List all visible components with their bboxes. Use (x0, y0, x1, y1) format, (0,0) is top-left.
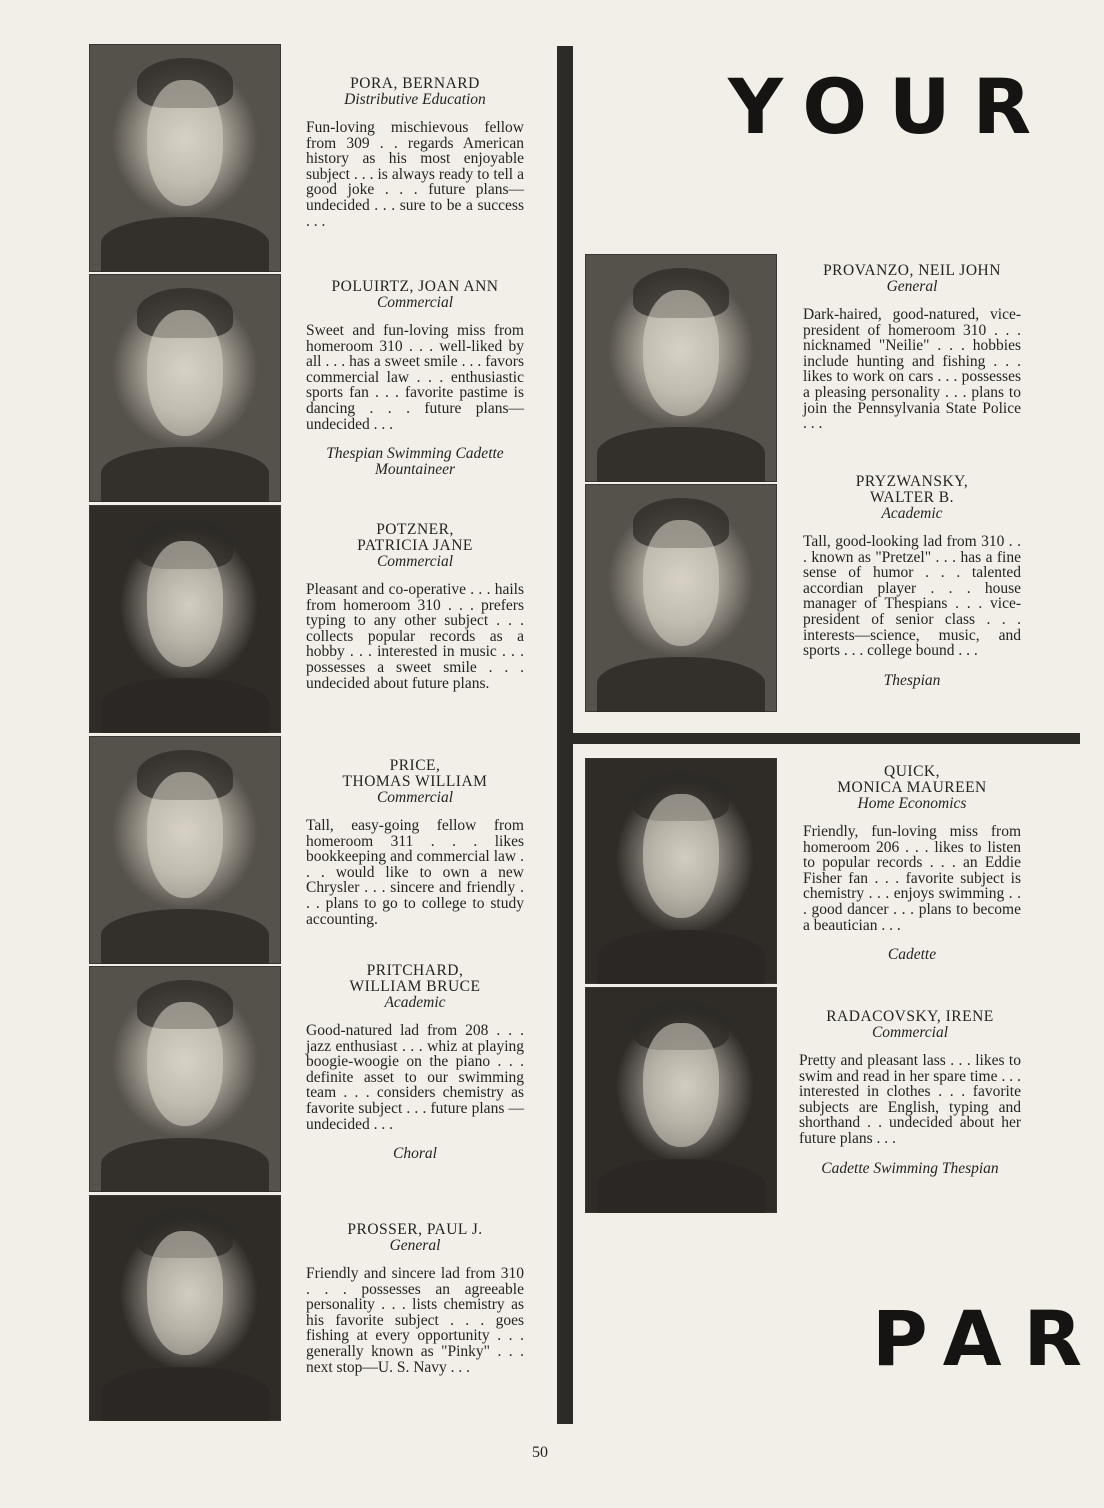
student-department: Commercial (871, 1024, 949, 1041)
student-department: Commercial (376, 294, 454, 311)
student-bio: Sweet and fun-loving miss from homeroom 310 . . . well-liked by all . . . has a sweet smile . . . favors commercial law . . . enthusiastic sports fan . . . favorite pastime is dancing . . . future plans—undecided . . . (306, 322, 524, 433)
student-bio: Friendly, fun-loving miss from homeroom 206 . . . likes to listen to popular records . . . an Eddie Fisher fan . . . favorite subject is chemistry . . . enjoys swimming . . . good dancer . . . plans to become a beautician . . . (803, 823, 1021, 934)
student-name: PRICE, THOMAS WILLIAM (342, 757, 488, 790)
student-bio: Pretty and pleasant lass . . . likes to swim and read in her spare time . . . interested in clothes . . . favorite subjects are English, typing and shorthand . . undecided about her future plans . . . (799, 1052, 1021, 1147)
student-name: PROVANZO, NEIL JOHN (823, 262, 1001, 279)
page-number: 50 (532, 1444, 548, 1461)
headline-your: YOUR (728, 62, 1054, 151)
entry-radacovsky-irene (799, 1009, 1021, 1177)
student-activities: Choral (393, 1145, 437, 1163)
student-department: Academic (881, 505, 943, 522)
portrait-radacovsky-irene (585, 987, 777, 1213)
student-name: QUICK, MONICA MAUREEN (837, 763, 987, 796)
student-name: PRITCHARD, WILLIAM BRUCE (349, 962, 481, 995)
student-bio: Tall, good-looking lad from 310 . . . known as "Pretzel" . . . has a fine sense of humor . . . talented accordian player . . . house manager of Thespians . . . vice-president of senior class . . . interests—science, music, and sports . . . college bound . . . (803, 533, 1021, 660)
student-bio: Good-natured lad from 208 . . . jazz enthusiast . . . whiz at playing boogie-woogie on the piano . . . definite asset to our swimming team . . . considers chemistry as favorite subject . . . future plans —undecided . . . (306, 1022, 524, 1133)
vertical-divider (557, 46, 573, 1424)
student-name: PROSSER, PAUL J. (347, 1221, 483, 1238)
portrait-provanzo-neil-john (585, 254, 777, 482)
student-department: Home Economics (857, 795, 967, 812)
student-department: General (886, 278, 938, 295)
student-activities: Cadette Swimming Thespian (821, 1159, 999, 1177)
entry-provanzo-neil-john (803, 263, 1021, 432)
entry-pora-bernard (306, 76, 524, 229)
entry-pritchard-william-bruce (306, 963, 524, 1162)
portrait-prosser-paul-j (89, 1195, 281, 1421)
portrait-pora-bernard (89, 44, 281, 272)
portrait-price-thomas-william (89, 736, 281, 964)
student-department: Commercial (376, 789, 454, 806)
student-name: POLUIRTZ, JOAN ANN (331, 278, 499, 295)
portrait-poluirtz-joan-ann (89, 274, 281, 502)
portrait-pryzwansky-walter-b (585, 484, 777, 712)
student-bio: Dark-haired, good-natured, vice-president of homeroom 310 . . . nicknamed "Neilie" . . . hobbies include hunting and fishing . . . likes to work on cars . . . possesses a pleasing personality . . . plans to join the Pennsylvania State Police . . . (803, 306, 1021, 433)
entry-potzner-patricia-jane (306, 522, 524, 691)
entry-prosser-paul-j (306, 1222, 524, 1375)
student-activities: Cadette (887, 946, 937, 964)
student-name: PRYZWANSKY, WALTER B. (855, 473, 969, 506)
student-name: PORA, BERNARD (350, 75, 480, 92)
student-department: Commercial (376, 553, 454, 570)
headline-par: PAR (872, 1294, 1104, 1383)
student-activities: Thespian (883, 671, 941, 689)
student-bio: Pleasant and co-operative . . . hails from homeroom 310 . . . prefers typing to any other subject . . . collects popular records as a hobby . . . interested in music . . . possesses a sweet smile . . . undecided about future plans. (306, 581, 524, 692)
entry-pryzwansky-walter-b (803, 474, 1021, 689)
student-bio: Fun-loving mischievous fellow from 309 . . regards American history as his most enjoyable subject . . . is always ready to tell a good joke . . . future plans—undecided . . . sure to be a success . . . (306, 119, 524, 230)
student-bio: Tall, easy-going fellow from homeroom 311 . . . likes bookkeeping and commercial law . . . would like to own a new Chrysler . . . sincere and friendly . . . plans to go to college to study accounting. (306, 817, 524, 928)
student-bio: Friendly and sincere lad from 310 . . . possesses an agreeable personality . . . lists chemistry as his favorite subject . . . goes fishing at every opportunity . . . generally known as "Pinky" . . . next stop—U. S. Navy . . . (306, 1265, 524, 1376)
entry-quick-monica-maureen (803, 764, 1021, 963)
student-name: POTZNER, PATRICIA JANE (357, 521, 473, 554)
portrait-pritchard-william-bruce (89, 966, 281, 1192)
student-name: RADACOVSKY, IRENE (826, 1008, 994, 1025)
portrait-quick-monica-maureen (585, 758, 777, 984)
horizontal-divider (573, 733, 1080, 744)
student-activities: Thespian Swimming Cadette Mountaineer (326, 445, 504, 479)
entry-poluirtz-joan-ann (306, 279, 524, 478)
student-department: Distributive Education (344, 91, 486, 108)
student-department: Academic (384, 994, 446, 1011)
entry-price-thomas-william (306, 758, 524, 927)
portrait-potzner-patricia-jane (89, 505, 281, 733)
student-department: General (389, 1237, 441, 1254)
